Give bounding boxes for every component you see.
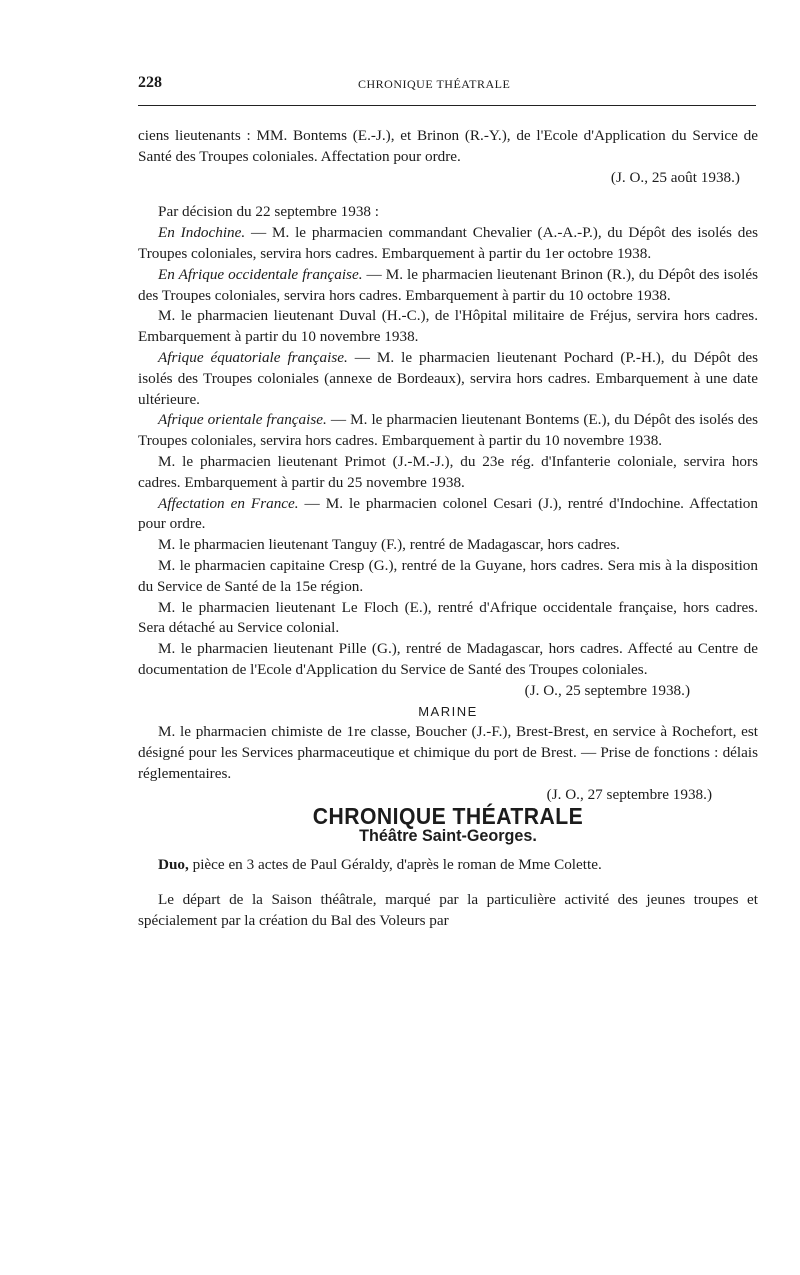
paragraph-officers: ciens lieutenants : MM. Bontems (E.-J.), et Brinon (R.-Y.), de l'Ecole d'Application du Service de Santé des Troupes coloniales. Affectation pour ordre. [138,127,758,165]
paragraph-aef [138,348,758,410]
paragraph-afrique-orientale [138,410,758,452]
posting-text: — M. le pharmacien colonel Cesari (J.), rentré d'Indochine. Affectation pour ordre. [138,494,758,533]
play-credit-text: pièce en 3 actes de Paul Géraldy, d'après le roman de Mme Colette. [188,856,602,874]
journal-reference: (J. O., 27 septembre 1938.) [546,785,712,803]
page-number: 228 [138,74,162,91]
page-header [138,74,758,96]
paragraph-season: Le départ de la Saison théâtrale, marqué par la particulière activité des jeunes troupes et spécialement par la création du Bal des Voleurs par [138,890,758,929]
journal-reference: (J. O., 25 septembre 1938.) [524,681,690,699]
posting-text: — M. le pharmacien lieutenant Pochard (P.-H.), du Dépôt des isolés des Troupes coloniales (annexe de Bordeaux), servira hors cadres. Embarquement à une date ultérieure. [138,348,758,408]
header-rule [138,105,756,106]
posting-region: En Indochine. [158,224,246,242]
posting-region: Affectation en France. [158,494,299,512]
play-credit [138,855,758,876]
posting-region: Afrique équatoriale française. [158,348,348,366]
paragraph-boucher: M. le pharmacien chimiste de 1re classe, Boucher (J.-F.), Brest-Brest, en service à Rochefort, est désigné pour les Services pharmaceutique et chimique du port de Brest. — Prise de fonctions : délais réglementaires. [138,723,758,782]
posting-text: — M. le pharmacien lieutenant Bontems (E.), du Dépôt des isolés des Troupes coloniales, servira hors cadres. Embarquement à partir du 10 novembre 1938. [138,411,758,450]
posting-text: — M. le pharmacien commandant Chevalier (A.-A.-P.), du Dépôt des isolés des Troupes coloniales, servira hors cadres. Embarquement à partir du 1er octobre 1938. [138,224,758,262]
paragraph-primot: M. le pharmacien lieutenant Primot (J.-M.-J.), du 23e rég. d'Infanterie coloniale, servira hors cadres. Embarquement à partir du 25 novembre 1938. [138,452,758,491]
posting-region: Afrique orientale française. [158,411,327,429]
decision-intro: Par décision du 22 septembre 1938 : [158,203,380,221]
chronicle-title: CHRONIQUE THÉATRALE [312,802,584,829]
paragraph-tanguy: M. le pharmacien lieutenant Tanguy (F.), rentré de Madagascar, hors cadres. [158,536,620,554]
running-title: CHRONIQUE THÉATRALE [358,77,511,91]
theatre-heading: Théâtre Saint-Georges. [359,826,537,846]
posting-text: — M. le pharmacien lieutenant Brinon (R.), du Dépôt des isolés des Troupes coloniales, servira hors cadres. Embarquement à partir du 10 octobre 1938. [138,265,758,304]
journal-reference: (J. O., 25 août 1938.) [610,168,740,186]
paragraph-cresp: M. le pharmacien capitaine Cresp (G.), rentré de la Guyane, hors cadres. Sera mis à la disposition du Service de Santé de la 15e région. [138,556,758,595]
play-title: Duo, [158,856,189,874]
paragraph-le-floch: M. le pharmacien lieutenant Le Floch (E.), rentré d'Afrique occidentale française, hors cadres. Sera détaché au Service colonial. [138,598,758,637]
paragraph-aof [138,265,758,307]
paragraph-duval: M. le pharmacien lieutenant Duval (H.-C.), de l'Hôpital militaire de Fréjus, servira hors cadres. Embarquement à partir du 10 novembre 1938. [138,307,758,346]
paragraph-pille: M. le pharmacien lieutenant Pille (G.), rentré de Madagascar, hors cadres. Affecté au Centre de documentation de l'Ecole d'Application du Service de Santé des Troupes coloniales. [138,640,758,678]
posting-region: En Afrique occidentale française. [158,265,363,283]
paragraph-france [138,494,758,536]
document-body [138,126,758,931]
paragraph-indochine [138,223,758,265]
section-heading-marine: MARINE [418,703,478,719]
